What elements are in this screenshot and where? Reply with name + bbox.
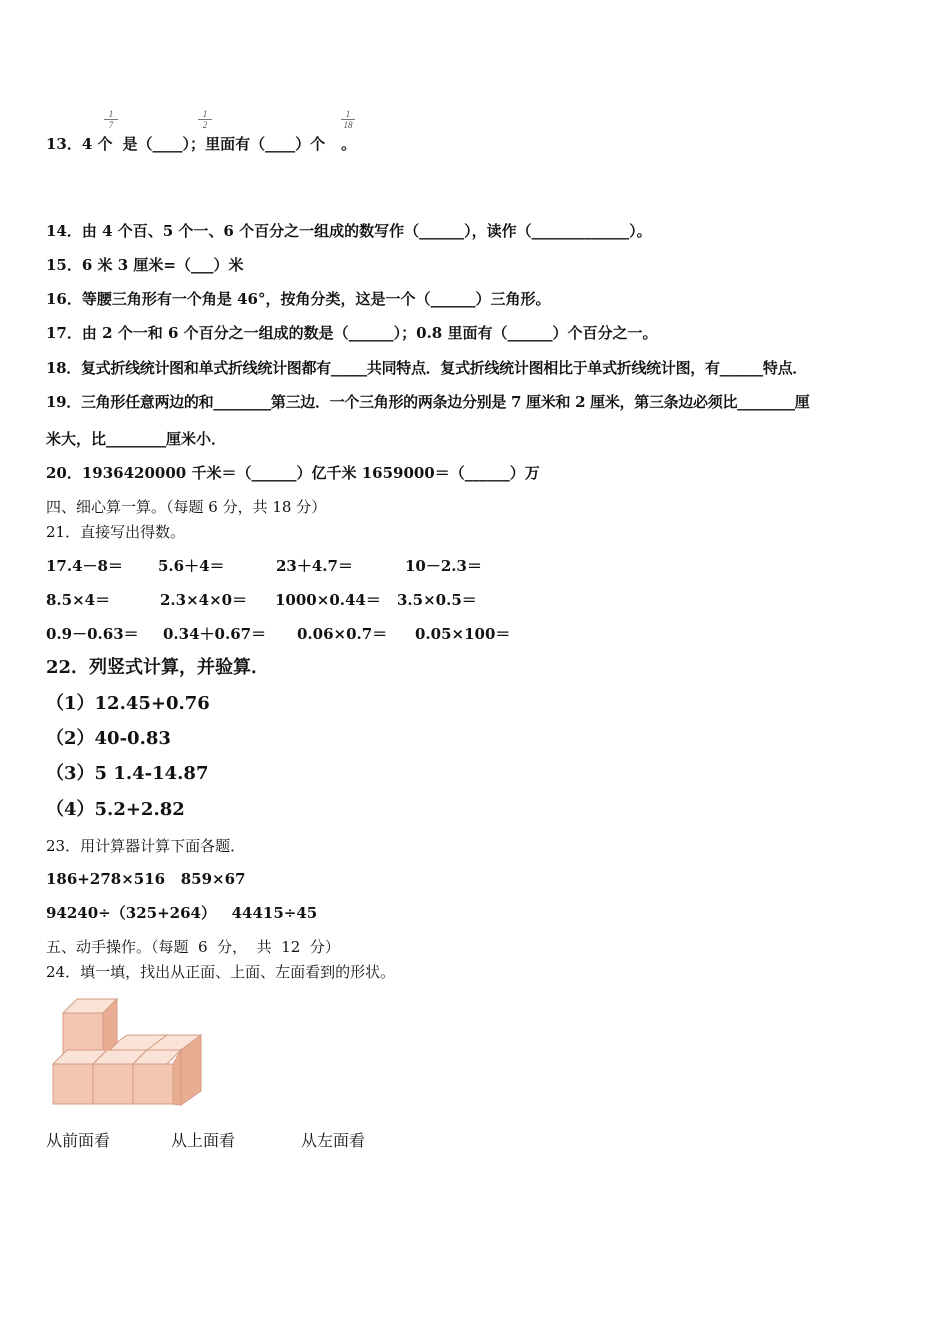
frac1-den: 7 xyxy=(108,120,114,130)
frac3-den: 18 xyxy=(343,120,353,130)
question-23: 23．用计算器计算下面各题． xyxy=(46,837,246,855)
question-19-line1: 19．三角形任意两边的和________第三边．一个三角形的两条边分别是 7 厘米和 2 厘米，第三条边必须比________厘 xyxy=(46,393,810,411)
question-17: 17．由 2 个一和 6 个百分之一组成的数是（______）；0.8 里面有（______）个百分之一。 xyxy=(46,324,658,342)
q13-part-d: 。 xyxy=(341,135,357,153)
fraction-one-seventh xyxy=(104,110,118,129)
cube-side-face xyxy=(173,1050,181,1105)
question-18: 18．复式折线统计图和单式折线统计图都有_____共同特点．复式折线统计图相比于单式折线统计图，有______特点． xyxy=(46,359,807,377)
q21-cell: 8.5×4＝ xyxy=(46,591,111,609)
question-24: 24．填一填，找出从正面、上面、左面看到的形状。 xyxy=(46,963,396,981)
q23-line-2: 94240÷（325+264） 44415÷45 xyxy=(46,904,318,922)
cube-front-face xyxy=(133,1064,173,1104)
q22-item-3: （3）5 1.4-14.87 xyxy=(46,763,209,784)
q22-item-2: （2）40-0.83 xyxy=(46,728,171,749)
question-22: 22．列竖式计算，并验算． xyxy=(46,657,270,678)
q21-cell: 3.5×0.5＝ xyxy=(397,591,477,609)
question-15: 15．6 米 3 厘米=（___）米 xyxy=(46,256,244,274)
question-14: 14．由 4 个百、5 个一、6 个百分之一组成的数写作（______），读作（_____________）。 xyxy=(46,222,652,240)
q13-part-c: 里面有（____）个 xyxy=(205,135,326,153)
question-16: 16．等腰三角形有一个角是 46°，按角分类，这是一个（______）三角形。 xyxy=(46,290,551,308)
q22-item-1: （1）12.45+0.76 xyxy=(46,693,210,714)
fraction-one-half xyxy=(198,110,212,129)
question-19-line2: 米大，比________厘米小． xyxy=(46,430,227,448)
section-5-heading: 五、动手操作。（每题 6 分， 共 12 分） xyxy=(46,938,340,956)
q21-cell: 0.34＋0.67＝ xyxy=(163,625,267,643)
view-label-top: 从上面看 xyxy=(171,1131,236,1150)
cube-front-face xyxy=(53,1064,93,1104)
frac1-num: 1 xyxy=(108,109,114,119)
cube-front-face xyxy=(93,1064,133,1104)
q23-line-1: 186+278×516 859×67 xyxy=(46,870,246,888)
q21-cell: 0.9－0.63＝ xyxy=(46,625,139,643)
q21-cell: 10－2.3＝ xyxy=(405,557,482,575)
q21-cell: 0.05×100＝ xyxy=(415,625,511,643)
q21-cell: 1000×0.44＝ xyxy=(275,591,381,609)
frac2-den: 2 xyxy=(202,120,208,130)
question-13 xyxy=(46,134,356,154)
q21-cell: 17.4－8＝ xyxy=(46,557,123,575)
fraction-one-eighteenth xyxy=(341,110,355,129)
question-21: 21．直接写出得数。 xyxy=(46,523,186,541)
question-20: 20．1936420000 千米＝（______）亿千米 1659000＝（______）万 xyxy=(46,464,540,482)
q13-part-b: 是（____）； xyxy=(122,135,206,153)
section-4-heading: 四、细心算一算。（每题 6 分，共 18 分） xyxy=(46,498,327,516)
frac2-num: 1 xyxy=(202,109,208,119)
q22-item-4: （4）5.2+2.82 xyxy=(46,799,185,820)
frac3-num: 1 xyxy=(345,109,351,119)
q21-cell: 5.6＋4＝ xyxy=(158,557,225,575)
view-label-front: 从前面看 xyxy=(46,1131,111,1150)
cube-figure xyxy=(45,995,215,1115)
q13-part-a: 13．4 个 xyxy=(46,135,113,153)
q21-cell: 0.06×0.7＝ xyxy=(297,625,388,643)
q21-cell: 23＋4.7＝ xyxy=(276,557,353,575)
q21-cell: 2.3×4×0＝ xyxy=(160,591,248,609)
view-label-left: 从左面看 xyxy=(301,1131,366,1150)
